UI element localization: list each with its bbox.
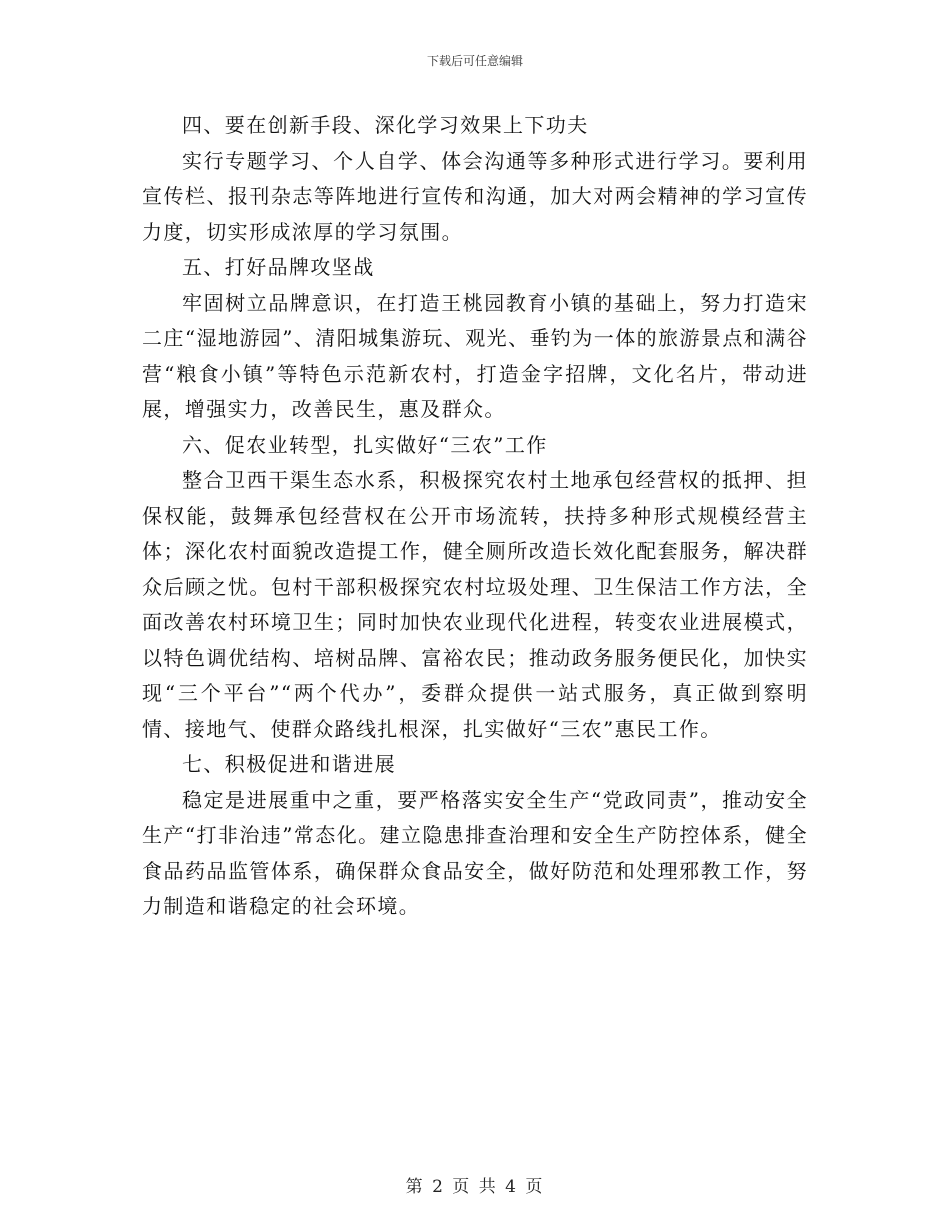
page-number: 第 2 页 共 4 页: [405, 1177, 545, 1197]
section-paragraph: 牢固树立品牌意识，在打造王桃园教育小镇的基础上，努力打造宋二庄“湿地游园”、清阳城集游玩、观光、垂钓为一体的旅游景点和满谷营“粮食小镇”等特色示范新农村，打造金字招牌，文化名片，带动进展，增强实力，改善民生，惠及群众。: [142, 290, 808, 421]
document-body: [142, 108, 808, 925]
section-heading: 六、促农业转型，扎实做好“三农”工作: [182, 432, 548, 457]
section-paragraph: 整合卫西干渠生态水系，积极探究农村土地承包经营权的抵押、担保权能，鼓舞承包经营权在公开市场流转，扶持多种形式规模经营主体；深化农村面貌改造提工作，健全厕所改造长效化配套服务，解决群众后顾之忧。包村干部积极探究农村垃圾处理、卫生保洁工作方法，全面改善农村环境卫生；同时加快农业现代化进程，转变农业进展模式，以特色调优结构、培树品牌、富裕农民；推动政务服务便民化，加快实现“三个平台”“两个代办”，委群众提供一站式服务，真正做到察明情、接地气、使群众路线扎根深，扎实做好“三农”惠民工作。: [142, 468, 808, 741]
section-paragraph: 实行专题学习、个人自学、体会沟通等多种形式进行学习。要利用宣传栏、报刊杂志等阵地进行宣传和沟通，加大对两会精神的学习宣传力度，切实形成浓厚的学习氛围。: [142, 148, 808, 244]
page-header-note: 下载后可任意编辑: [426, 54, 523, 68]
section-heading: 七、积极促进和谐进展: [182, 752, 396, 776]
section-heading: 四、要在创新手段、深化学习效果上下功夫: [182, 113, 589, 137]
section-paragraph: 稳定是进展重中之重，要严格落实安全生产“党政同责”，推动安全生产“打非治违”常态化。建立隐患排查治理和安全生产防控体系，健全食品药品监管体系，确保群众食品安全，做好防范和处理邪教工作，努力制造和谐稳定的社会环境。: [142, 787, 808, 918]
section-heading: 五、打好品牌攻坚战: [182, 255, 375, 279]
